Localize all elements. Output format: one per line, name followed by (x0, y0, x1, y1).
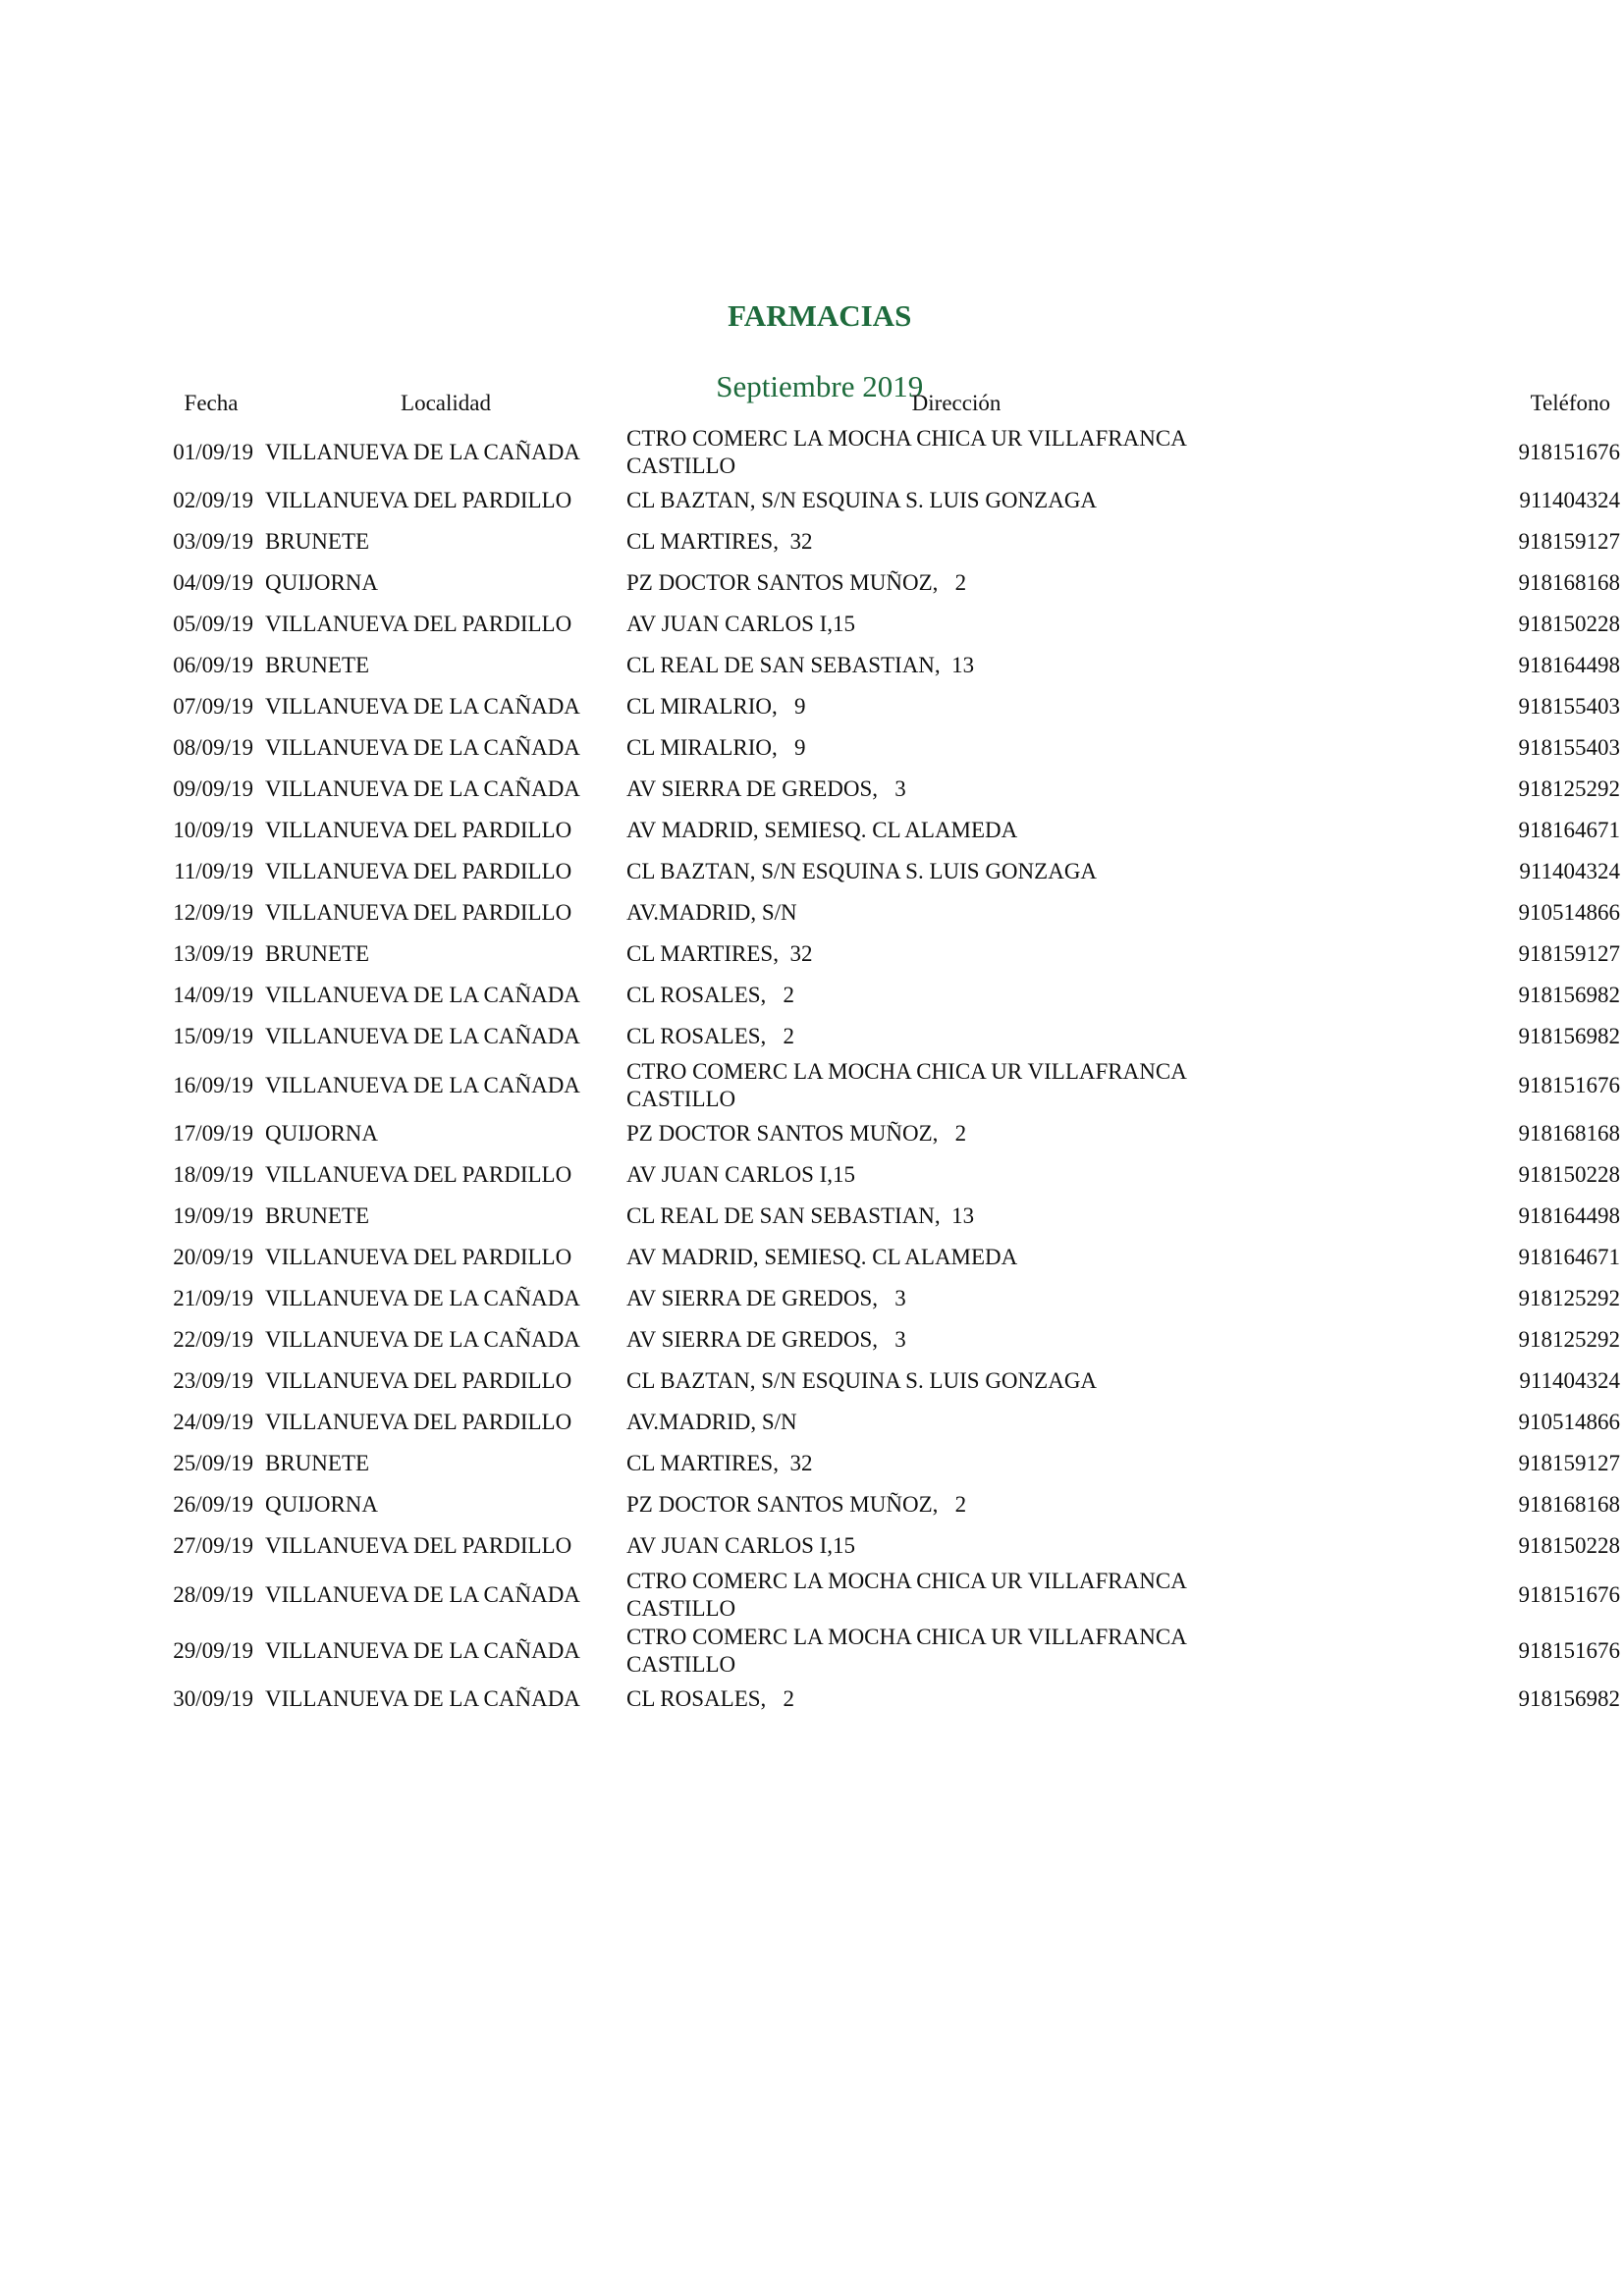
cell-fecha: 26/09/19 (173, 1492, 253, 1517)
cell-direccion: AV SIERRA DE GREDOS, 3 (626, 1327, 906, 1352)
header-localidad: Localidad (401, 391, 491, 415)
cell-localidad: VILLANUEVA DE LA CAÑADA (265, 1581, 580, 1607)
cell-fecha: 30/09/19 (173, 1686, 253, 1711)
cell-fecha: 14/09/19 (173, 983, 253, 1007)
cell-direccion: AV JUAN CARLOS I,15 (626, 612, 856, 636)
cell-telefono: 918151676 (1518, 439, 1620, 464)
cell-direccion: AV SIERRA DE GREDOS, 3 (626, 776, 906, 801)
cell-direccion: AV JUAN CARLOS I,15 (626, 1162, 856, 1187)
table-row (157, 934, 1620, 975)
header-direccion: Dirección (911, 391, 1001, 415)
cell-telefono: 911404324 (1519, 859, 1620, 883)
cell-telefono: 918155403 (1518, 735, 1620, 760)
cell-localidad: QUIJORNA (265, 570, 378, 595)
cell-telefono: 918156982 (1518, 1686, 1620, 1711)
cell-fecha: 27/09/19 (173, 1533, 253, 1558)
cell-telefono: 918150228 (1518, 612, 1620, 636)
cell-localidad: BRUNETE (265, 529, 370, 554)
cell-localidad: VILLANUEVA DE LA CAÑADA (265, 1072, 580, 1097)
table-row (157, 851, 1620, 892)
cell-telefono: 918159127 (1518, 1451, 1620, 1475)
cell-telefono: 918168168 (1518, 1121, 1620, 1146)
cell-localidad: VILLANUEVA DE LA CAÑADA (265, 1637, 580, 1663)
cell-localidad: VILLANUEVA DE LA CAÑADA (265, 1327, 580, 1352)
cell-fecha: 10/09/19 (173, 818, 253, 842)
cell-fecha: 18/09/19 (173, 1162, 253, 1187)
cell-telefono: 918164498 (1518, 1203, 1620, 1228)
pharmacy-schedule-table (157, 383, 1620, 1720)
cell-telefono: 918156982 (1518, 1024, 1620, 1048)
cell-telefono: 911404324 (1519, 1368, 1620, 1393)
table-row (157, 424, 1620, 480)
cell-fecha: 04/09/19 (173, 570, 253, 595)
table-row (157, 1679, 1620, 1720)
table-row (157, 480, 1620, 521)
cell-fecha: 17/09/19 (173, 1121, 253, 1146)
cell-telefono: 918159127 (1518, 941, 1620, 966)
table-row (157, 1278, 1620, 1319)
cell-fecha: 13/09/19 (173, 941, 253, 966)
cell-localidad: VILLANUEVA DEL PARDILLO (265, 1410, 572, 1434)
cell-fecha: 20/09/19 (173, 1245, 253, 1269)
cell-localidad: BRUNETE (265, 1451, 370, 1475)
cell-localidad: VILLANUEVA DE LA CAÑADA (265, 776, 580, 801)
cell-localidad: VILLANUEVA DEL PARDILLO (265, 612, 572, 636)
table-row (157, 686, 1620, 727)
cell-fecha: 19/09/19 (173, 1203, 253, 1228)
cell-direccion: CL MARTIRES, 32 (626, 529, 813, 554)
cell-direccion: CL ROSALES, 2 (626, 1686, 795, 1711)
cell-telefono: 918164671 (1518, 818, 1620, 842)
cell-localidad: VILLANUEVA DE LA CAÑADA (265, 439, 580, 464)
cell-telefono: 918156982 (1518, 983, 1620, 1007)
cell-fecha: 28/09/19 (173, 1581, 253, 1607)
cell-fecha: 29/09/19 (173, 1637, 253, 1663)
table-row (157, 1567, 1620, 1623)
cell-direccion: PZ DOCTOR SANTOS MUÑOZ, 2 (626, 1492, 967, 1517)
cell-direccion: CL BAZTAN, S/N ESQUINA S. LUIS GONZAGA (626, 859, 1098, 883)
table-row (157, 1484, 1620, 1525)
table-row (157, 975, 1620, 1016)
cell-direccion: AV.MADRID, S/N (626, 900, 797, 925)
cell-direccion: CL REAL DE SAN SEBASTIAN, 13 (626, 653, 975, 677)
cell-localidad: VILLANUEVA DEL PARDILLO (265, 1245, 572, 1269)
cell-fecha: 21/09/19 (173, 1286, 253, 1310)
header-fecha: Fecha (184, 391, 239, 415)
cell-telefono: 910514866 (1518, 900, 1620, 925)
cell-fecha: 08/09/19 (173, 735, 253, 760)
cell-direccion: CTRO COMERC LA MOCHA CHICA UR VILLAFRANCA CASTILLO (626, 1568, 1187, 1621)
cell-direccion: CL MARTIRES, 32 (626, 1451, 813, 1475)
cell-telefono: 918151676 (1518, 1072, 1620, 1097)
cell-telefono: 918150228 (1518, 1162, 1620, 1187)
table-row (157, 562, 1620, 604)
cell-telefono: 918155403 (1518, 694, 1620, 719)
cell-telefono: 918168168 (1518, 570, 1620, 595)
cell-direccion: AV SIERRA DE GREDOS, 3 (626, 1286, 906, 1310)
cell-direccion: AV MADRID, SEMIESQ. CL ALAMEDA (626, 1245, 1018, 1269)
cell-localidad: VILLANUEVA DE LA CAÑADA (265, 1686, 580, 1711)
table-row (157, 1057, 1620, 1113)
cell-localidad: QUIJORNA (265, 1492, 378, 1517)
cell-telefono: 918151676 (1518, 1581, 1620, 1607)
table-row (157, 1196, 1620, 1237)
table-row (157, 1016, 1620, 1057)
table-row (157, 1113, 1620, 1154)
table-row (157, 727, 1620, 769)
cell-direccion: CL MARTIRES, 32 (626, 941, 813, 966)
table-row (157, 521, 1620, 562)
cell-localidad: VILLANUEVA DEL PARDILLO (265, 900, 572, 925)
cell-localidad: VILLANUEVA DE LA CAÑADA (265, 735, 580, 760)
cell-localidad: VILLANUEVA DEL PARDILLO (265, 1368, 572, 1393)
cell-localidad: VILLANUEVA DE LA CAÑADA (265, 1286, 580, 1310)
table-body (157, 424, 1620, 1720)
cell-direccion: CL BAZTAN, S/N ESQUINA S. LUIS GONZAGA (626, 1368, 1098, 1393)
table-row (157, 645, 1620, 686)
cell-localidad: VILLANUEVA DEL PARDILLO (265, 1533, 572, 1558)
cell-localidad: VILLANUEVA DEL PARDILLO (265, 859, 572, 883)
cell-localidad: VILLANUEVA DEL PARDILLO (265, 818, 572, 842)
cell-fecha: 23/09/19 (173, 1368, 253, 1393)
cell-localidad: QUIJORNA (265, 1121, 378, 1146)
table-row (157, 1525, 1620, 1567)
cell-fecha: 05/09/19 (173, 612, 253, 636)
table-row (157, 1443, 1620, 1484)
cell-direccion: CL MIRALRIO, 9 (626, 735, 806, 760)
title-spacer (812, 334, 828, 368)
cell-fecha: 15/09/19 (173, 1024, 253, 1048)
table-row (157, 1623, 1620, 1679)
cell-direccion: CTRO COMERC LA MOCHA CHICA UR VILLAFRANCA CASTILLO (626, 1624, 1187, 1677)
cell-fecha: 01/09/19 (173, 439, 253, 464)
cell-localidad: VILLANUEVA DEL PARDILLO (265, 488, 572, 512)
cell-fecha: 16/09/19 (173, 1072, 253, 1097)
cell-direccion: CL BAZTAN, S/N ESQUINA S. LUIS GONZAGA (626, 488, 1098, 512)
cell-fecha: 06/09/19 (173, 653, 253, 677)
cell-fecha: 11/09/19 (174, 859, 253, 883)
table-row (157, 892, 1620, 934)
cell-telefono: 918151676 (1518, 1637, 1620, 1663)
cell-fecha: 25/09/19 (173, 1451, 253, 1475)
table-row (157, 810, 1620, 851)
cell-direccion: AV MADRID, SEMIESQ. CL ALAMEDA (626, 818, 1018, 842)
cell-fecha: 07/09/19 (173, 694, 253, 719)
cell-fecha: 24/09/19 (173, 1410, 253, 1434)
table-row (157, 1319, 1620, 1361)
cell-localidad: VILLANUEVA DE LA CAÑADA (265, 694, 580, 719)
cell-direccion: PZ DOCTOR SANTOS MUÑOZ, 2 (626, 570, 967, 595)
cell-direccion: CL MIRALRIO, 9 (626, 694, 806, 719)
table-row (157, 1237, 1620, 1278)
cell-telefono: 918125292 (1518, 776, 1620, 801)
cell-fecha: 03/09/19 (173, 529, 253, 554)
cell-localidad: VILLANUEVA DEL PARDILLO (265, 1162, 572, 1187)
cell-telefono: 911404324 (1519, 488, 1620, 512)
cell-telefono: 918168168 (1518, 1492, 1620, 1517)
cell-telefono: 918164671 (1518, 1245, 1620, 1269)
table-row (157, 1154, 1620, 1196)
cell-fecha: 22/09/19 (173, 1327, 253, 1352)
header-telefono: Teléfono (1530, 391, 1610, 415)
cell-localidad: BRUNETE (265, 941, 370, 966)
cell-telefono: 918164498 (1518, 653, 1620, 677)
table-row (157, 1361, 1620, 1402)
cell-localidad: BRUNETE (265, 1203, 370, 1228)
cell-fecha: 12/09/19 (173, 900, 253, 925)
title-strong: FARMACIAS (728, 298, 912, 333)
cell-direccion: CTRO COMERC LA MOCHA CHICA UR VILLAFRANCA CASTILLO (626, 1058, 1187, 1111)
cell-direccion: CTRO COMERC LA MOCHA CHICA UR VILLAFRANCA CASTILLO (626, 425, 1187, 478)
cell-fecha: 02/09/19 (173, 488, 253, 512)
cell-localidad: BRUNETE (265, 653, 370, 677)
cell-direccion: CL ROSALES, 2 (626, 1024, 795, 1048)
cell-direccion: CL ROSALES, 2 (626, 983, 795, 1007)
table-row (157, 604, 1620, 645)
cell-direccion: PZ DOCTOR SANTOS MUÑOZ, 2 (626, 1121, 967, 1146)
title-rest: Septiembre 2019 (716, 369, 924, 403)
table-row (157, 1402, 1620, 1443)
cell-localidad: VILLANUEVA DE LA CAÑADA (265, 983, 580, 1007)
cell-fecha: 09/09/19 (173, 776, 253, 801)
cell-telefono: 918125292 (1518, 1327, 1620, 1352)
cell-direccion: AV JUAN CARLOS I,15 (626, 1533, 856, 1558)
table-header-row (157, 383, 1620, 424)
cell-telefono: 918150228 (1518, 1533, 1620, 1558)
cell-direccion: AV.MADRID, S/N (626, 1410, 797, 1434)
cell-telefono: 910514866 (1518, 1410, 1620, 1434)
cell-telefono: 918125292 (1518, 1286, 1620, 1310)
cell-direccion: CL REAL DE SAN SEBASTIAN, 13 (626, 1203, 975, 1228)
cell-telefono: 918159127 (1518, 529, 1620, 554)
cell-localidad: VILLANUEVA DE LA CAÑADA (265, 1024, 580, 1048)
table-row (157, 769, 1620, 810)
